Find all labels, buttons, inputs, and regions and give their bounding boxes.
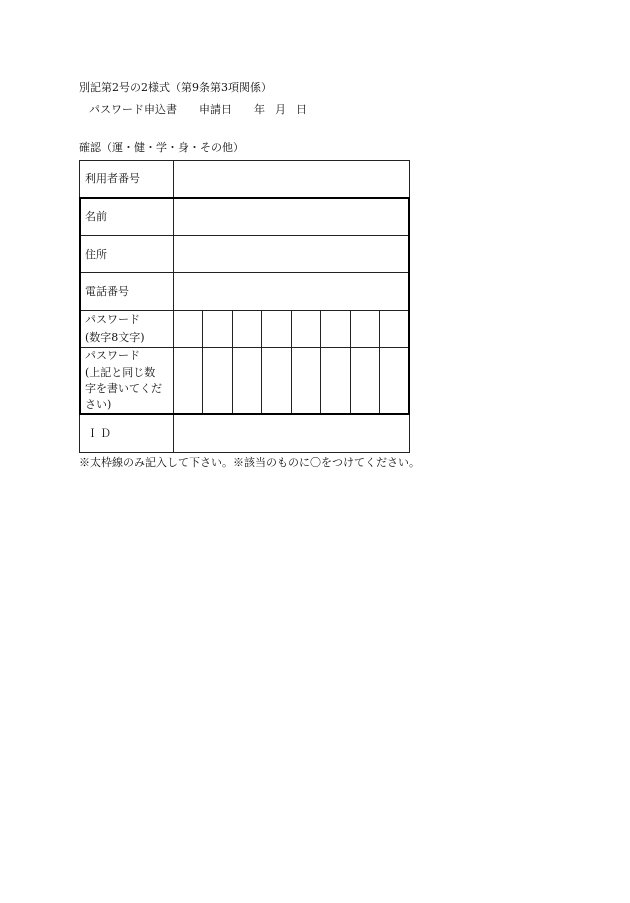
password-confirm-hint-1: (上記と同じ数: [85, 366, 156, 379]
table-border-top: [79, 160, 410, 161]
subtitle: [89, 103, 307, 117]
year-label: 年: [254, 103, 265, 116]
digit-divider: [202, 310, 203, 414]
confirmation-category-line: 確認（運・健・学・身・その他）: [79, 141, 244, 154]
label-value-divider: [173, 160, 174, 453]
user-number-label: 利用者番号: [85, 172, 140, 185]
password-confirm-label: パスワード: [85, 349, 140, 362]
day-label: 日: [296, 103, 307, 116]
month-label: 月: [275, 103, 286, 116]
footer-note: ※太枠線のみ記入して下さい。※該当のものに〇をつけてください。: [79, 456, 420, 469]
thick-frame-bottom: [79, 413, 410, 415]
row-divider-name-address: [79, 235, 410, 236]
date-label: 申請日: [199, 103, 232, 116]
thick-frame-right: [408, 197, 410, 415]
digit-divider: [350, 310, 351, 414]
phone-label: 電話番号: [85, 285, 129, 298]
row-divider-address-phone: [79, 272, 410, 273]
digit-divider: [379, 310, 380, 414]
row-divider-phone-password: [79, 310, 410, 311]
table-border-right-bottom: [409, 414, 410, 453]
table-border-bottom: [79, 452, 410, 453]
name-label: 名前: [85, 210, 107, 223]
thick-frame-top: [79, 197, 410, 199]
table-border-left-bottom: [79, 414, 80, 453]
table-border-left-top: [79, 160, 80, 198]
document-name: パスワード申込書: [89, 103, 177, 116]
digit-divider: [291, 310, 292, 414]
id-label: ＩＤ: [87, 427, 113, 440]
application-form-table: [79, 160, 410, 453]
form-title: 別記第2号の2様式（第9条第3項関係）: [79, 81, 272, 94]
password-confirm-hint-2: 字を書いてくだ: [85, 382, 162, 395]
digit-divider: [232, 310, 233, 414]
row-divider-password-confirm: [79, 347, 410, 348]
password-label: パスワード: [85, 313, 140, 326]
password-confirm-hint-3: さい): [85, 398, 112, 411]
digit-divider: [320, 310, 321, 414]
password-hint: (数字8文字): [85, 331, 145, 344]
thick-frame-left: [79, 197, 81, 415]
address-label: 住所: [85, 248, 107, 261]
digit-divider: [261, 310, 262, 414]
table-border-right-top: [409, 160, 410, 198]
